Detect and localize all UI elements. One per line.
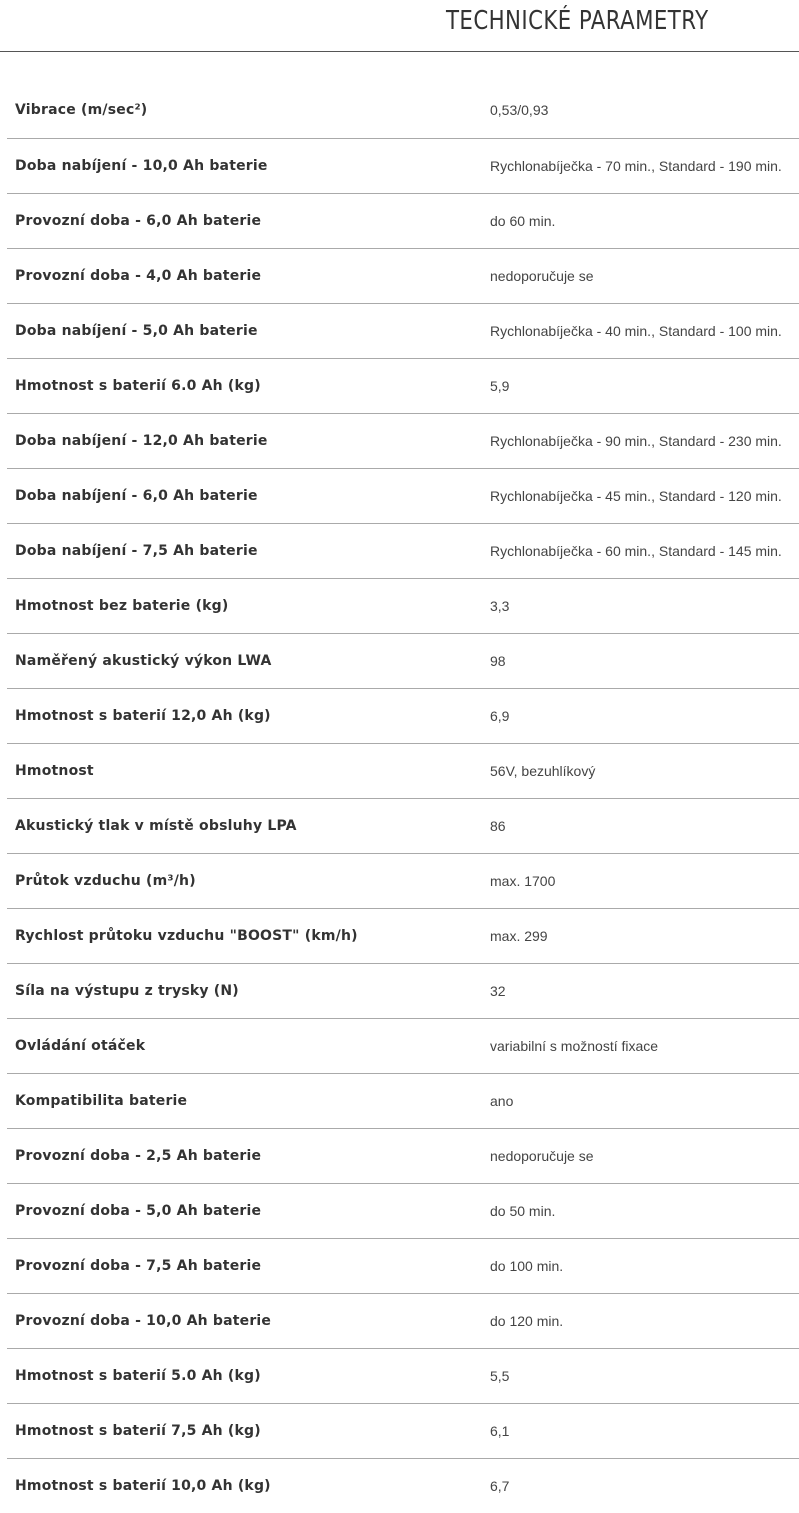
spec-label: Provozní doba - 7,5 Ah baterie [15, 1257, 262, 1274]
spec-label: Doba nabíjení - 5,0 Ah baterie [15, 322, 258, 339]
spec-label: Doba nabíjení - 7,5 Ah baterie [15, 542, 258, 559]
spec-label: Hmotnost s baterií 12,0 Ah (kg) [15, 707, 271, 724]
spec-row [7, 413, 799, 468]
spec-label: Ovládání otáček [15, 1037, 146, 1054]
spec-row [7, 1348, 799, 1403]
spec-value: ano [490, 1092, 514, 1109]
spec-value: 32 [490, 982, 506, 999]
spec-row [7, 523, 799, 578]
spec-label: Hmotnost bez baterie (kg) [15, 597, 229, 614]
spec-value: 5,5 [490, 1367, 510, 1384]
spec-value: do 60 min. [490, 212, 556, 229]
spec-value: Rychlonabíječka - 40 min., Standard - 100 min. [490, 322, 782, 339]
spec-value: do 120 min. [490, 1312, 564, 1329]
spec-row [7, 1183, 799, 1238]
spec-label: Hmotnost s baterií 7,5 Ah (kg) [15, 1422, 261, 1439]
spec-label: Naměřený akustický výkon LWA [15, 652, 272, 669]
spec-label: Doba nabíjení - 10,0 Ah baterie [15, 157, 268, 174]
section-title: TECHNICKÉ PARAMETRY [446, 6, 709, 36]
spec-value: max. 1700 [490, 872, 556, 889]
spec-row [7, 303, 799, 358]
spec-label: Vibrace (m/sec²) [15, 102, 148, 119]
spec-label: Doba nabíjení - 6,0 Ah baterie [15, 487, 258, 504]
spec-value: Rychlonabíječka - 60 min., Standard - 145 min. [490, 542, 782, 559]
spec-row [7, 83, 799, 138]
spec-row [7, 743, 799, 798]
spec-row [7, 1293, 799, 1348]
spec-row [7, 248, 799, 303]
spec-table-body [7, 83, 799, 1513]
spec-label: Provozní doba - 4,0 Ah baterie [15, 267, 262, 284]
spec-label: Průtok vzduchu (m³/h) [15, 872, 196, 889]
spec-label: Provozní doba - 5,0 Ah baterie [15, 1202, 262, 1219]
spec-value: do 100 min. [490, 1257, 564, 1274]
spec-row [7, 1018, 799, 1073]
spec-row [7, 193, 799, 248]
spec-row [7, 1073, 799, 1128]
spec-row [7, 798, 799, 853]
spec-row [7, 853, 799, 908]
spec-value: nedoporučuje se [490, 267, 594, 284]
spec-label: Hmotnost [15, 762, 94, 779]
spec-label: Rychlost průtoku vzduchu "BOOST" (km/h) [15, 927, 358, 944]
spec-value: 6,1 [490, 1422, 510, 1439]
spec-value: nedoporučuje se [490, 1147, 594, 1164]
spec-row [7, 1458, 799, 1513]
spec-label: Kompatibilita baterie [15, 1092, 188, 1109]
spec-label: Síla na výstupu z trysky (N) [15, 982, 239, 999]
spec-row [7, 358, 799, 413]
spec-row [7, 1128, 799, 1183]
spec-value: 98 [490, 652, 506, 669]
spec-row [7, 908, 799, 963]
spec-label: Provozní doba - 6,0 Ah baterie [15, 212, 262, 229]
spec-label: Doba nabíjení - 12,0 Ah baterie [15, 432, 268, 449]
spec-value: 6,9 [490, 707, 510, 724]
spec-value: 86 [490, 817, 506, 834]
spec-row [7, 138, 799, 193]
spec-row [7, 578, 799, 633]
spec-row [7, 1403, 799, 1458]
spec-label: Hmotnost s baterií 5.0 Ah (kg) [15, 1367, 261, 1384]
spec-label: Provozní doba - 10,0 Ah baterie [15, 1312, 272, 1329]
spec-label: Akustický tlak v místě obsluhy LPA [15, 817, 297, 834]
spec-row [7, 633, 799, 688]
spec-value: Rychlonabíječka - 70 min., Standard - 190 min. [490, 157, 782, 174]
spec-value: Rychlonabíječka - 45 min., Standard - 120 min. [490, 487, 782, 504]
spec-value: 3,3 [490, 597, 510, 614]
spec-value: 5,9 [490, 377, 510, 394]
spec-row [7, 963, 799, 1018]
spec-value: do 50 min. [490, 1202, 556, 1219]
spec-value: 6,7 [490, 1477, 510, 1494]
spec-table [7, 83, 799, 1513]
spec-value: Rychlonabíječka - 90 min., Standard - 230 min. [490, 432, 782, 449]
spec-label: Provozní doba - 2,5 Ah baterie [15, 1147, 262, 1164]
spec-row [7, 468, 799, 523]
spec-value: 0,53/0,93 [490, 102, 549, 119]
section-header [0, 0, 799, 52]
spec-row [7, 1238, 799, 1293]
spec-row [7, 688, 799, 743]
spec-value: variabilní s možností fixace [490, 1037, 659, 1054]
spec-value: 56V, bezuhlíkový [490, 762, 596, 779]
spec-label: Hmotnost s baterií 6.0 Ah (kg) [15, 377, 261, 394]
spec-label: Hmotnost s baterií 10,0 Ah (kg) [15, 1477, 271, 1494]
spec-value: max. 299 [490, 927, 548, 944]
